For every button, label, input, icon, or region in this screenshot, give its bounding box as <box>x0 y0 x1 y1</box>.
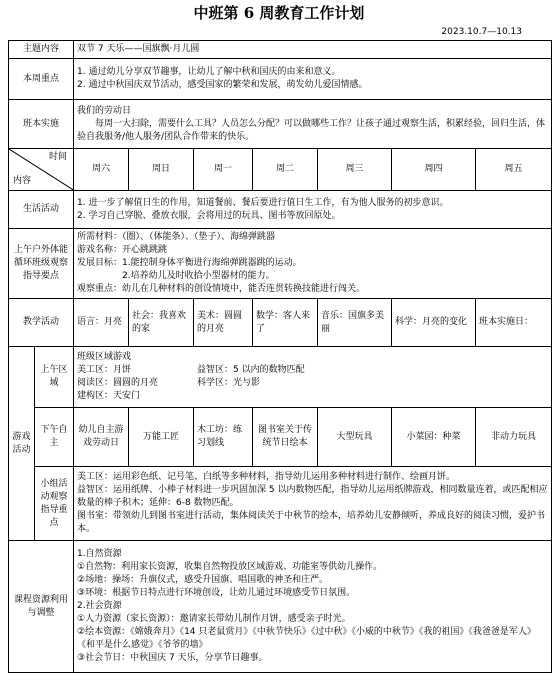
focus-item: 2. 通过中秋国庆双节活动，感受国家的繁荣和发展，萌发幼儿爱国情感。 <box>77 80 368 90</box>
game-am-content <box>74 347 552 408</box>
resources-label: 课程资源利用与调整 <box>9 541 74 673</box>
teaching-cell: 科学：月亮的变化 <box>392 299 476 347</box>
teaching-label: 教学活动 <box>9 299 74 347</box>
resources-item: ①自然物：利用家长资源，收集自然物投放区域游戏、功能室等供幼儿操作。 <box>77 562 383 572</box>
resources-item: ①人力资源（家长资源）：邀请家长带幼儿制作月饼，感受亲子时光。 <box>77 614 351 624</box>
day-header-row <box>9 149 552 191</box>
outdoor-materials: 所需材料：（圈）、（体能条）、（垫子）、海绵弹跳器 <box>77 232 276 242</box>
page-title: 中班第 6 周教育工作计划 <box>193 4 365 22</box>
date-range: 2023.10.7—10.13 <box>441 27 522 37</box>
game-pm-cell: 非动力玩具 <box>476 408 552 467</box>
game-am-area: 美工区：月饼 <box>77 365 132 375</box>
game-am-area <box>197 390 548 403</box>
game-am-area: 建构区：天安门 <box>77 391 141 401</box>
resources-row <box>9 541 552 673</box>
day-header: 周三 <box>318 149 392 191</box>
teaching-cell: 音乐：国旗多美丽 <box>318 299 392 347</box>
class-activity-row <box>9 100 552 149</box>
resources-content <box>74 541 552 673</box>
life-label: 生活活动 <box>9 191 74 229</box>
game-label: 游戏活动 <box>9 347 35 541</box>
game-pm-cell: 木工坊：练习划线 <box>194 408 253 467</box>
life-item: 1. 进一步了解值日生的作用，知道餐前、餐后要进行值日生工作，有为他人服务的初步意识。 <box>77 197 449 208</box>
teaching-cell: 语言：月亮 <box>74 299 129 347</box>
theme-value: 双节 7 天乐——国旗飘·月儿圆 <box>74 41 552 59</box>
outdoor-row <box>9 229 552 299</box>
game-am-grid <box>77 364 548 403</box>
game-group-content <box>74 467 552 541</box>
outdoor-content <box>74 229 552 299</box>
resources-item: ③社会节日：中秋国庆 7 天乐，分享节日趣事。 <box>77 653 268 663</box>
teaching-cell: 美术：圆圆的月亮 <box>194 299 253 347</box>
outdoor-game: 游戏名称：开心跳跳跳 <box>77 245 168 255</box>
teaching-row <box>9 299 552 347</box>
class-activity-content <box>74 100 552 149</box>
day-header: 周五 <box>476 149 552 191</box>
game-pm-cell: 小菜园：种菜 <box>392 408 476 467</box>
day-header: 周六 <box>74 149 129 191</box>
life-item: 2. 学习自己穿脱、叠放衣服，会将用过的玩具、图书等放回原处。 <box>77 210 341 221</box>
outdoor-goal: 发展目标：1.能控制身体平衡进行海绵弹跳器跳的运动。 <box>77 258 302 268</box>
game-group-row <box>9 467 552 541</box>
focus-content <box>74 59 552 100</box>
resources-item: ②绘本资源：《嫦娥奔月》《14 只老鼠赏月》《中秋节快乐》《过中秋》《小威的中秋节》《我的祖国》《我爸爸是军人》《和平是什么感觉》《爷爷的墙》 <box>77 627 536 650</box>
class-activity-label: 班本实施 <box>9 100 74 149</box>
outdoor-label: 上午户外体能循环班级观察指导要点 <box>9 229 74 299</box>
day-header: 周二 <box>253 149 318 191</box>
class-activity-title: 我们的劳动日 <box>77 105 132 116</box>
class-activity-text: 每周一大扫除，需要什么工具？人员怎么分配？可以做哪些工作？让孩子通过观察生活，积累经验，回归生活，体验自我服务/他人服务/团队合作带来的快乐。 <box>77 118 546 142</box>
focus-label: 本周重点 <box>9 59 74 100</box>
day-header: 周一 <box>194 149 253 191</box>
game-pm-cell: 图书室关于传统节日绘本 <box>253 408 318 467</box>
game-pm-cell: 大型玩具 <box>318 408 392 467</box>
game-am-area: 阅读区：圆圆的月亮 <box>77 378 159 388</box>
game-group-item: 美工区：运用彩色纸、记号笔、白纸等多种材料，指导幼儿运用多种材料进行制作、绘画月饼。 <box>77 472 456 482</box>
life-row <box>9 191 552 229</box>
game-pm-cell: 万能工匠 <box>129 408 194 467</box>
weekly-plan-table <box>8 40 552 673</box>
life-content <box>74 191 552 229</box>
game-am-title: 班级区域游戏 <box>77 352 132 362</box>
theme-label: 主题内容 <box>9 41 74 59</box>
outdoor-observe: 观察重点：幼儿在几种材料的创设情境中，能否连贯转换技能进行闯关。 <box>77 284 366 294</box>
focus-item: 1. 通过幼儿分享双节趣事，让幼儿了解中秋和国庆的由来和意义。 <box>77 67 341 77</box>
game-group-label: 小组活动观察指导重点 <box>35 467 74 541</box>
game-am-label: 上午区域 <box>35 347 74 408</box>
game-group-item: 图书室：带领幼儿到图书室进行活动，集体阅读关于中秋节的绘本，培养幼儿安静倾听，养成良好的阅读习惯，爱护书本。 <box>77 511 546 534</box>
time-content-header <box>9 149 74 191</box>
game-pm-row <box>9 408 552 467</box>
resources-heading: 1.自然资源 <box>77 549 122 559</box>
resources-item: ②场地：操场：升旗仪式，感受升国旗、唱国歌的神圣和庄严。 <box>77 575 329 585</box>
game-pm-cell: 幼儿自主游戏劳动日 <box>74 408 129 467</box>
outdoor-goal: 2.培养幼儿及时收拾小型器材的能力。 <box>122 271 275 281</box>
game-pm-label: 下午自主 <box>35 408 74 467</box>
game-am-area: 益智区：5 以内的数物匹配 <box>197 365 305 375</box>
resources-heading: 2.社会资源 <box>77 601 122 611</box>
resources-item: ③环境：根据节日特点进行环境创设，让幼儿通过环境感受节日氛围。 <box>77 588 356 598</box>
teaching-cell: 班本实施日： <box>476 299 552 347</box>
game-am-row <box>9 347 552 408</box>
time-label: 时间 <box>49 152 68 162</box>
teaching-cell: 社会：我喜欢的家 <box>129 299 194 347</box>
day-header: 周四 <box>392 149 476 191</box>
day-header: 周日 <box>129 149 194 191</box>
game-am-area: 科学区：光与影 <box>197 378 261 388</box>
theme-row <box>9 41 552 59</box>
game-group-item: 益智区：运用纸牌、小棒子材料进一步巩固加深 5 以内数物匹配，指导幼儿运用纸牌游戏，相同数量连着，或匹配相应数量的棒子积木；延伸：6-8 数物匹配。 <box>77 485 548 508</box>
content-label: 内容 <box>13 176 32 186</box>
teaching-cell: 数学：客人来了 <box>253 299 318 347</box>
focus-row <box>9 59 552 100</box>
